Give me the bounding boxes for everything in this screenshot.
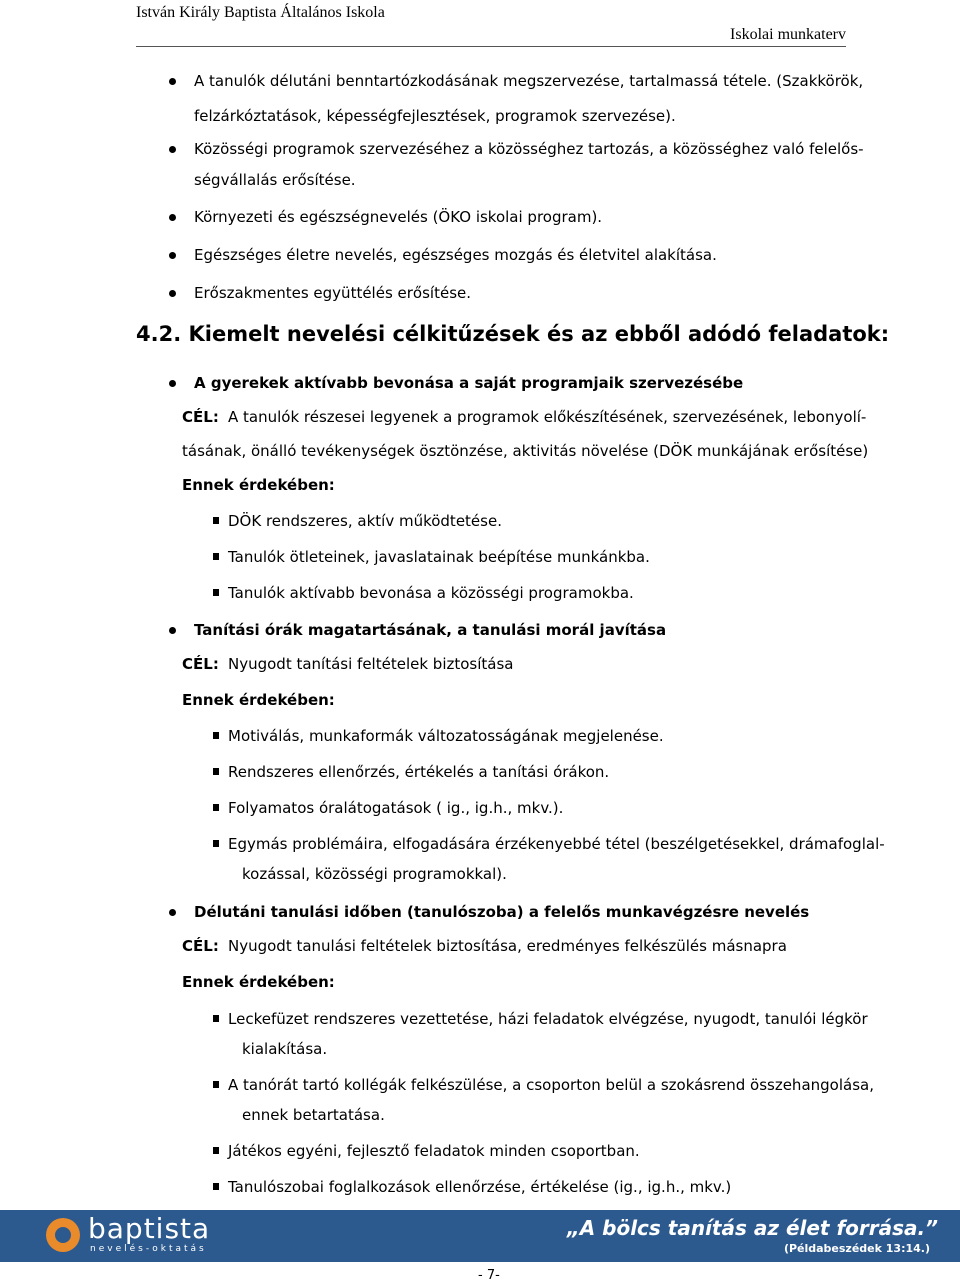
baptista-logo-icon [46, 1218, 80, 1252]
bullet-text: Környezeti és egészségnevelés (ÖKO iskolai program). [194, 208, 603, 226]
bullet-text: Erőszakmentes együttélés erősítése. [194, 284, 472, 302]
motto: „A bölcs tanítás az élet forrása.” [566, 1216, 938, 1240]
sub-item-cont: ennek betartatása. [242, 1106, 385, 1124]
sub-item: DÖK rendszeres, aktív működtetése. [228, 512, 502, 530]
bullet-text: Egészséges életre nevelés, egészséges mozgás és életvitel alakítása. [194, 246, 717, 264]
goal-text: A tanulók részesei legyenek a programok előkészítésének, szervezésének, lebonyolí- [228, 408, 867, 426]
ennek-label: Ennek érdekében: [182, 476, 335, 494]
sub-item: Rendszeres ellenőrzés, értékelés a tanítási órákon. [228, 763, 610, 781]
square-bullet [213, 1147, 219, 1154]
page-number: - 7- [478, 1268, 500, 1283]
square-bullet [213, 804, 219, 811]
page-header [136, 0, 846, 47]
sub-item: Leckefüzet rendszeres vezettetése, házi feladatok elvégzése, nyugodt, tanulói légkör [228, 1010, 868, 1028]
bullet-dot [169, 290, 176, 297]
square-bullet [213, 732, 219, 739]
sub-item: Tanulók aktívabb bevonása a közösségi programokba. [228, 584, 634, 602]
square-bullet [213, 1081, 219, 1088]
square-bullet [213, 589, 219, 596]
sub-item: Tanulók ötleteinek, javaslatainak beépítése munkánkba. [228, 548, 650, 566]
school-name: István Király Baptista Általános Iskola [136, 4, 385, 21]
square-bullet [213, 840, 219, 847]
bullet-text: ségvállalás erősítése. [194, 171, 356, 189]
sub-item: Játékos egyéni, fejlesztő feladatok minden csoportban. [228, 1142, 640, 1160]
goal-text: tásának, önálló tevékenységek ösztönzése, aktivitás növelése (DÖK munkájának erősítése) [182, 442, 869, 460]
logo-subtitle: nevelés-oktatás [90, 1244, 207, 1254]
bullet-dot [169, 146, 176, 153]
motto-reference: (Példabeszédek 13:14.) [783, 1242, 930, 1255]
bullet-dot [169, 78, 176, 85]
goal-text: Nyugodt tanítási feltételek biztosítása [228, 655, 514, 673]
goal-label: CÉL: [182, 937, 219, 955]
item-heading: Délutáni tanulási időben (tanulószoba) a felelős munkavégzésre nevelés [194, 903, 810, 921]
sub-item-cont: kozással, közösségi programokkal). [242, 865, 507, 883]
sub-item: Folyamatos óralátogatások ( ig., ig.h., mkv.). [228, 799, 564, 817]
square-bullet [213, 1183, 219, 1190]
goal-label: CÉL: [182, 655, 219, 673]
bullet-dot [169, 380, 176, 387]
sub-item: Tanulószobai foglalkozások ellenőrzése, értékelése (ig., ig.h., mkv.) [228, 1178, 732, 1196]
goal-label: CÉL: [182, 408, 219, 426]
bullet-dot [169, 214, 176, 221]
ennek-label: Ennek érdekében: [182, 973, 335, 991]
ennek-label: Ennek érdekében: [182, 691, 335, 709]
square-bullet [213, 1015, 219, 1022]
sub-item: Egymás problémáira, elfogadására érzékenyebbé tétel (beszélgetésekkel, drámafoglal- [228, 835, 885, 853]
bullet-text: Közösségi programok szervezéséhez a közösséghez tartozás, a közösséghez való felelős- [194, 140, 864, 158]
bullet-dot [169, 909, 176, 916]
bullet-dot [169, 252, 176, 259]
sub-item-cont: kialakítása. [242, 1040, 328, 1058]
goal-text: Nyugodt tanulási feltételek biztosítása, eredményes felkészülés másnapra [228, 937, 787, 955]
bullet-text: A tanulók délutáni benntartózkodásának megszervezése, tartalmassá tétele. (Szakkörök, [194, 72, 864, 90]
page-footer [0, 1210, 960, 1262]
square-bullet [213, 553, 219, 560]
section-heading: 4.2. Kiemelt nevelési célkitűzések és az ebből adódó feladatok: [136, 322, 890, 346]
bullet-text: felzárkóztatások, képességfejlesztések, programok szervezése). [194, 107, 676, 125]
sub-item: A tanórát tartó kollégák felkészülése, a csoporton belül a szokásrend összehangolása, [228, 1076, 874, 1094]
bullet-dot [169, 627, 176, 634]
square-bullet [213, 768, 219, 775]
square-bullet [213, 517, 219, 524]
item-heading: A gyerekek aktívabb bevonása a saját programjaik szervezésébe [194, 374, 744, 392]
sub-item: Motiválás, munkaformák változatosságának megjelenése. [228, 727, 664, 745]
logo-text: baptista [88, 1212, 211, 1245]
document-title: Iskolai munkaterv [730, 26, 846, 43]
item-heading: Tanítási órák magatartásának, a tanulási morál javítása [194, 621, 667, 639]
